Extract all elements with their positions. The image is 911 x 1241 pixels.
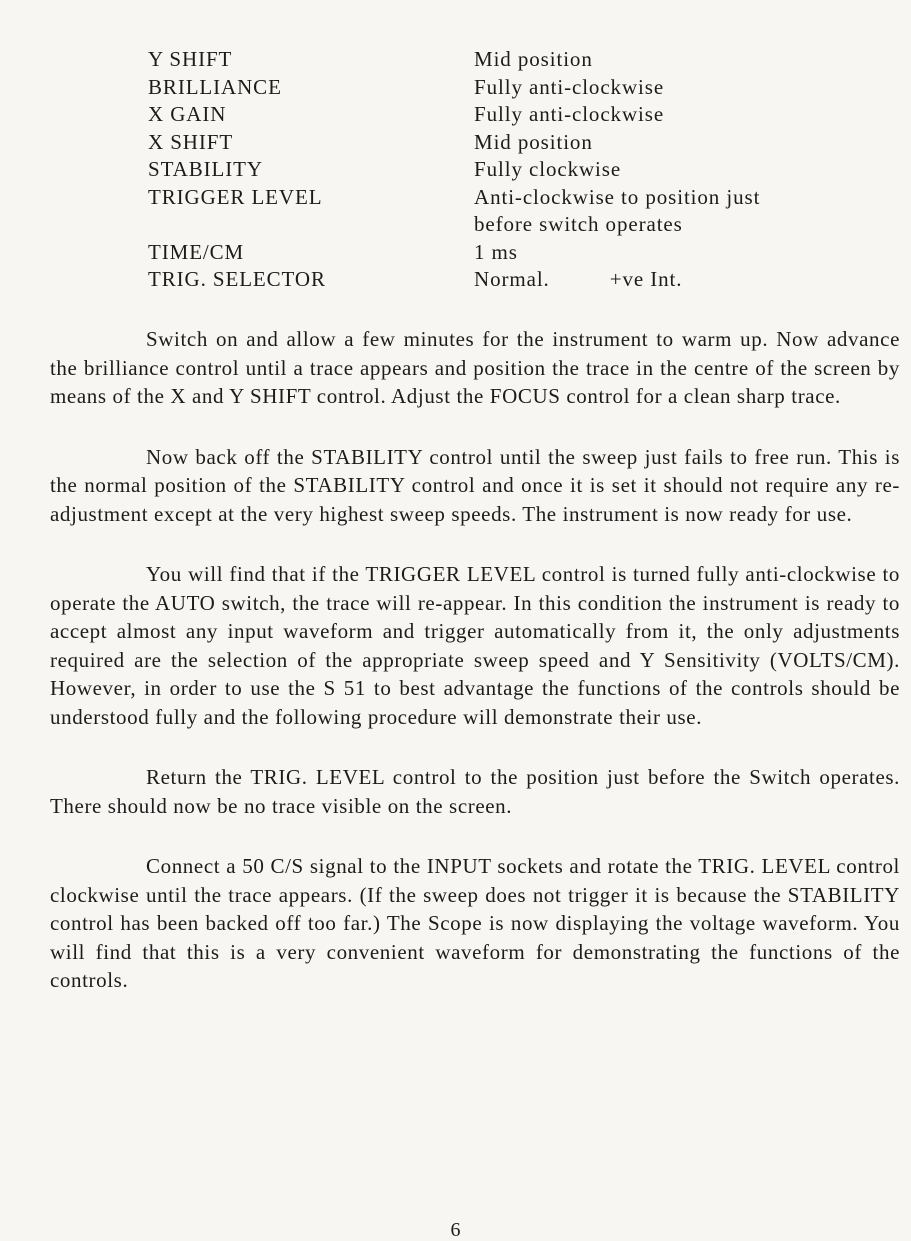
setting-extra: +ve Int.: [609, 267, 683, 291]
setting-value-text: Fully anti-clockwise: [474, 102, 665, 126]
setting-control-name: TRIG. SELECTOR: [148, 267, 326, 291]
paragraph-stability: Now back off the STABILITY control until the sweep just fails to free run. This is the normal position of the STABILITY control and once it is set it should not require any re-adjustment except at the very highest sweep speeds. The instrument is now ready for use.: [50, 444, 900, 526]
setting-value: [474, 101, 888, 129]
setting-control-name: TRIGGER LEVEL: [148, 184, 323, 209]
setting-control-name: X SHIFT: [148, 129, 234, 154]
setting-row: [148, 239, 888, 267]
setting-control-name: X GAIN: [148, 102, 227, 126]
setting-control-name: Y SHIFT: [148, 47, 233, 71]
setting-row: [148, 74, 888, 102]
page-number: 6: [450, 1219, 461, 1241]
setting-value: [474, 156, 888, 184]
setting-value: [474, 46, 888, 74]
setting-value-text: Mid position: [474, 129, 593, 154]
setting-value-text: Mid position: [474, 47, 593, 71]
setting-row: [148, 184, 888, 212]
setting-value: [474, 239, 888, 267]
setting-row: [148, 46, 888, 74]
paragraph-input-signal: Connect a 50 C/S signal to the INPUT sockets and rotate the TRIG. LEVEL control clockwise until the trace appears. (If the sweep does not trigger it is because the STABILITY control has been backed off too far.) The Scope is now displaying the voltage waveform. You will find that this is a very convenient waveform for demonstrating the functions of the controls.: [50, 854, 900, 992]
setting-control-name: TIME/CM: [148, 239, 245, 264]
paragraph-trig-level: Return the TRIG. LEVEL control to the position just before the Switch operates. There should now be no trace visible on the screen.: [50, 765, 900, 818]
body-text: [50, 325, 900, 1027]
setting-row: [148, 211, 888, 239]
setting-row: [148, 101, 888, 129]
setting-value-text: Anti-clockwise to position just: [474, 184, 761, 209]
setting-value: [474, 129, 888, 157]
setting-value: [474, 74, 888, 102]
setting-value: [474, 266, 888, 294]
setting-value: [474, 211, 888, 239]
control-settings-list: [148, 46, 888, 294]
setting-value-text: Fully clockwise: [474, 157, 622, 181]
setting-value-text: 1 ms: [474, 239, 518, 264]
setting-row: [148, 156, 888, 184]
setting-value: [474, 184, 888, 212]
paragraph-auto-trigger: You will find that if the TRIGGER LEVEL control is turned fully anti-clockwise to operate the AUTO switch, the trace will re-appear. In this condition the instrument is ready to accept almost any input waveform and trigger automatically from it, the only adjustments required are the selection of the appropriate sweep speed and Y Sensitivity (VOLTS/CM). However, in order to use the S 51 to best advantage the functions of the controls should be understood fully and the following procedure will demonstrate their use.: [50, 562, 900, 729]
setting-control-name: STABILITY: [148, 157, 263, 181]
setting-value-text: Normal.: [474, 267, 550, 291]
setting-row: [148, 266, 888, 294]
paragraph-warm-up: Switch on and allow a few minutes for the instrument to warm up. Now advance the brilliance control until a trace appears and position the trace in the centre of the screen by means of the X and Y SHIFT control. Adjust the FOCUS control for a clean sharp trace.: [50, 327, 900, 408]
setting-control-name: BRILLIANCE: [148, 74, 282, 99]
setting-value-text: Fully anti-clockwise: [474, 74, 665, 99]
setting-row: [148, 129, 888, 157]
setting-control-name: [148, 211, 474, 239]
setting-value-text: before switch operates: [474, 212, 683, 236]
